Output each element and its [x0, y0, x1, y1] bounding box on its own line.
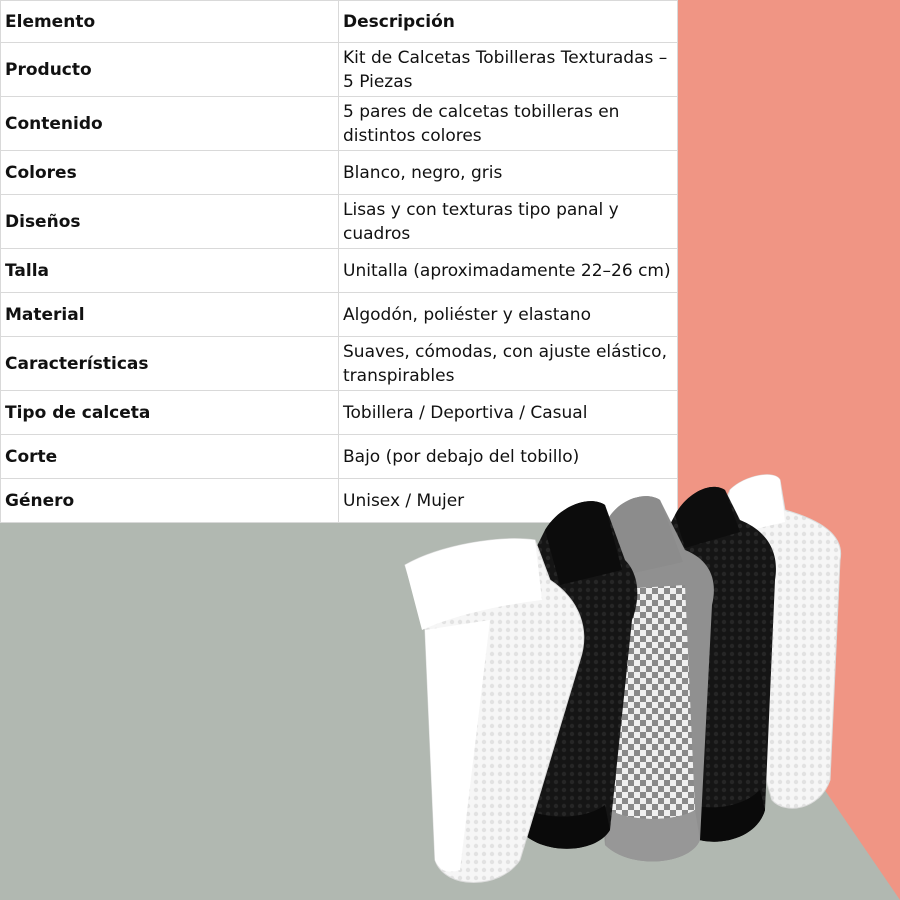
- row-element: Producto: [1, 43, 339, 97]
- row-description: Bajo (por debajo del tobillo): [339, 435, 678, 479]
- table-row: [1, 391, 678, 435]
- table-row: [1, 293, 678, 337]
- header-element: Elemento: [1, 1, 339, 43]
- row-description: Tobillera / Deportiva / Casual: [339, 391, 678, 435]
- row-element: Colores: [1, 151, 339, 195]
- row-description: Unitalla (aproximadamente 22–26 cm): [339, 249, 678, 293]
- table-row: [1, 337, 678, 391]
- table-row: [1, 97, 678, 151]
- row-description: Unisex / Mujer: [339, 479, 678, 523]
- row-element: Género: [1, 479, 339, 523]
- table-row: [1, 249, 678, 293]
- row-description: Blanco, negro, gris: [339, 151, 678, 195]
- row-element: Contenido: [1, 97, 339, 151]
- table-row: [1, 151, 678, 195]
- row-element: Material: [1, 293, 339, 337]
- socks-product-image: [400, 450, 860, 900]
- row-description: 5 pares de calcetas tobilleras en distintos colores: [339, 97, 678, 151]
- row-element: Tipo de calceta: [1, 391, 339, 435]
- row-element: Diseños: [1, 195, 339, 249]
- table-row: [1, 195, 678, 249]
- row-element: Características: [1, 337, 339, 391]
- row-description: Suaves, cómodas, con ajuste elástico, transpirables: [339, 337, 678, 391]
- row-element: Corte: [1, 435, 339, 479]
- row-description: Lisas y con texturas tipo panal y cuadros: [339, 195, 678, 249]
- table-row: [1, 43, 678, 97]
- spec-table: [0, 0, 678, 523]
- header-description: Descripción: [339, 1, 678, 43]
- row-description: Kit de Calcetas Tobilleras Texturadas – 5 Piezas: [339, 43, 678, 97]
- row-description: Algodón, poliéster y elastano: [339, 293, 678, 337]
- row-element: Talla: [1, 249, 339, 293]
- table-header-row: [1, 1, 678, 43]
